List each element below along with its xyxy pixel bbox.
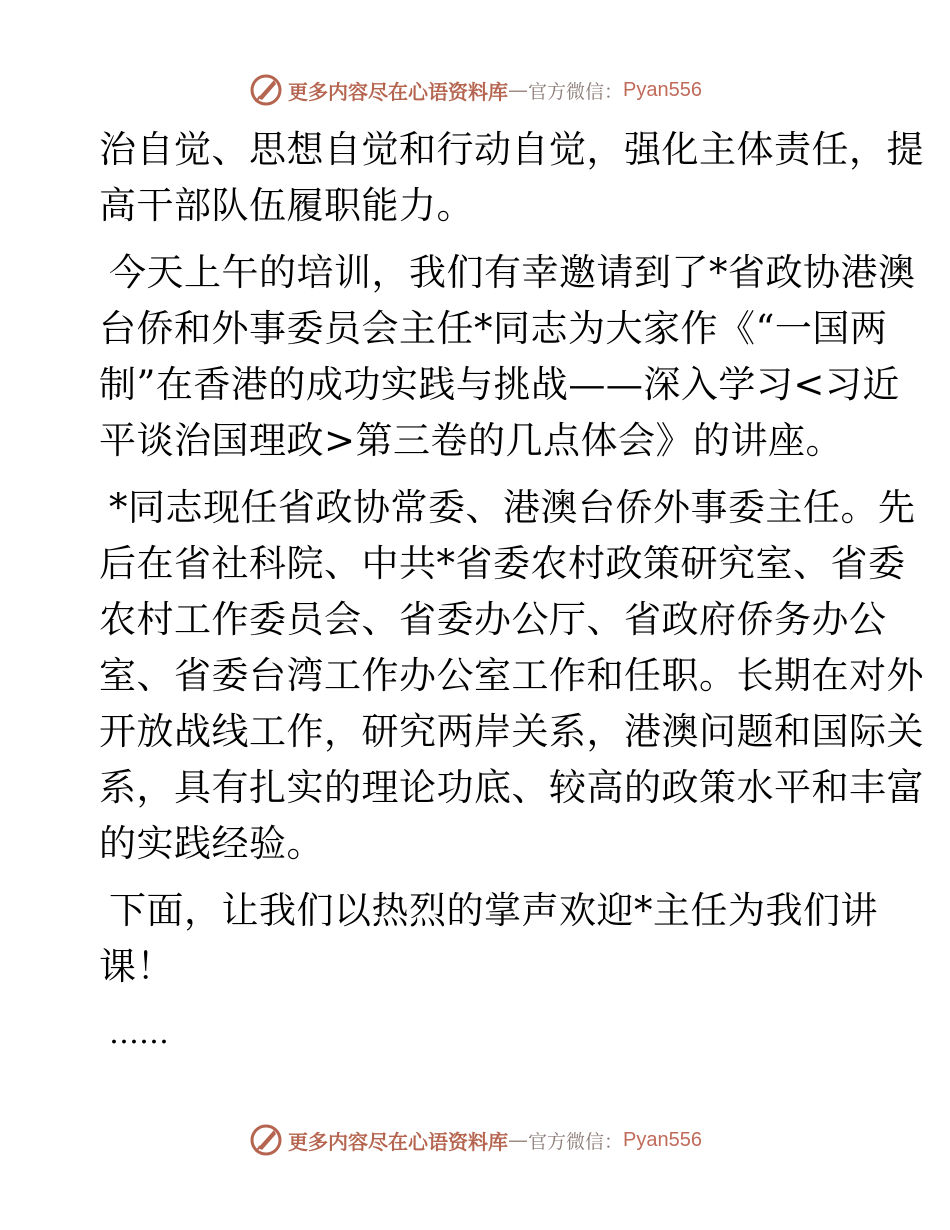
paragraph-1	[99, 122, 924, 234]
watermark-main-text: 更多内容尽在心语资料库	[288, 1129, 508, 1154]
document-body	[99, 122, 924, 1062]
text-line: 下面，让我们以热烈的掌声欢迎*主任为我们讲	[109, 889, 878, 932]
text-line: 制”在香港的成功实践与挑战——深入学习<习近	[99, 363, 900, 406]
watermark-wechat-id: Pyan556	[623, 78, 702, 101]
text-line: 课！	[99, 945, 174, 988]
text-line: 的实践经验。	[99, 822, 324, 865]
text-line: 今天上午的培训，我们有幸邀请到了*省政协港澳	[109, 251, 916, 294]
quill-pen-logo-icon	[248, 72, 284, 108]
ellipsis: ……	[109, 1016, 169, 1051]
text-line: 平谈治国理政>第三卷的几点体会》的讲座。	[99, 419, 844, 462]
watermark-wechat-id: Pyan556	[623, 1128, 702, 1151]
header-watermark	[0, 70, 950, 110]
quill-pen-logo-icon	[248, 1122, 284, 1158]
watermark-official-label: 官方微信：	[528, 80, 624, 103]
text-line: 治自觉、思想自觉和行动自觉，强化主体责任，提	[99, 128, 924, 171]
watermark-main-text: 更多内容尽在心语资料库	[288, 79, 508, 104]
paragraph-4	[99, 883, 878, 995]
text-line: 室、省委台湾工作办公室工作和任职。长期在对外	[99, 654, 924, 697]
text-line: 系，具有扎实的理论功底、较高的政策水平和丰富	[99, 766, 924, 809]
watermark-official-label: 官方微信：	[528, 1130, 624, 1153]
footer-watermark	[0, 1120, 950, 1160]
text-line: 台侨和外事委员会主任*同志为大家作《“一国两	[99, 307, 888, 350]
paragraph-3	[99, 480, 924, 872]
paragraph-2	[99, 245, 916, 469]
text-line: *同志现任省政协常委、港澳台侨外事委主任。先	[109, 486, 916, 529]
text-line: 农村工作委员会、省委办公厅、省政府侨务办公	[99, 598, 887, 641]
watermark-dash: —	[508, 1128, 528, 1152]
text-line: 高干部队伍履职能力。	[99, 184, 474, 227]
watermark-dash: —	[508, 78, 528, 102]
text-line: 后在省社科院、中共*省委农村政策研究室、省委	[99, 542, 906, 585]
text-line: 开放战线工作，研究两岸关系，港澳问题和国际关	[99, 710, 924, 753]
